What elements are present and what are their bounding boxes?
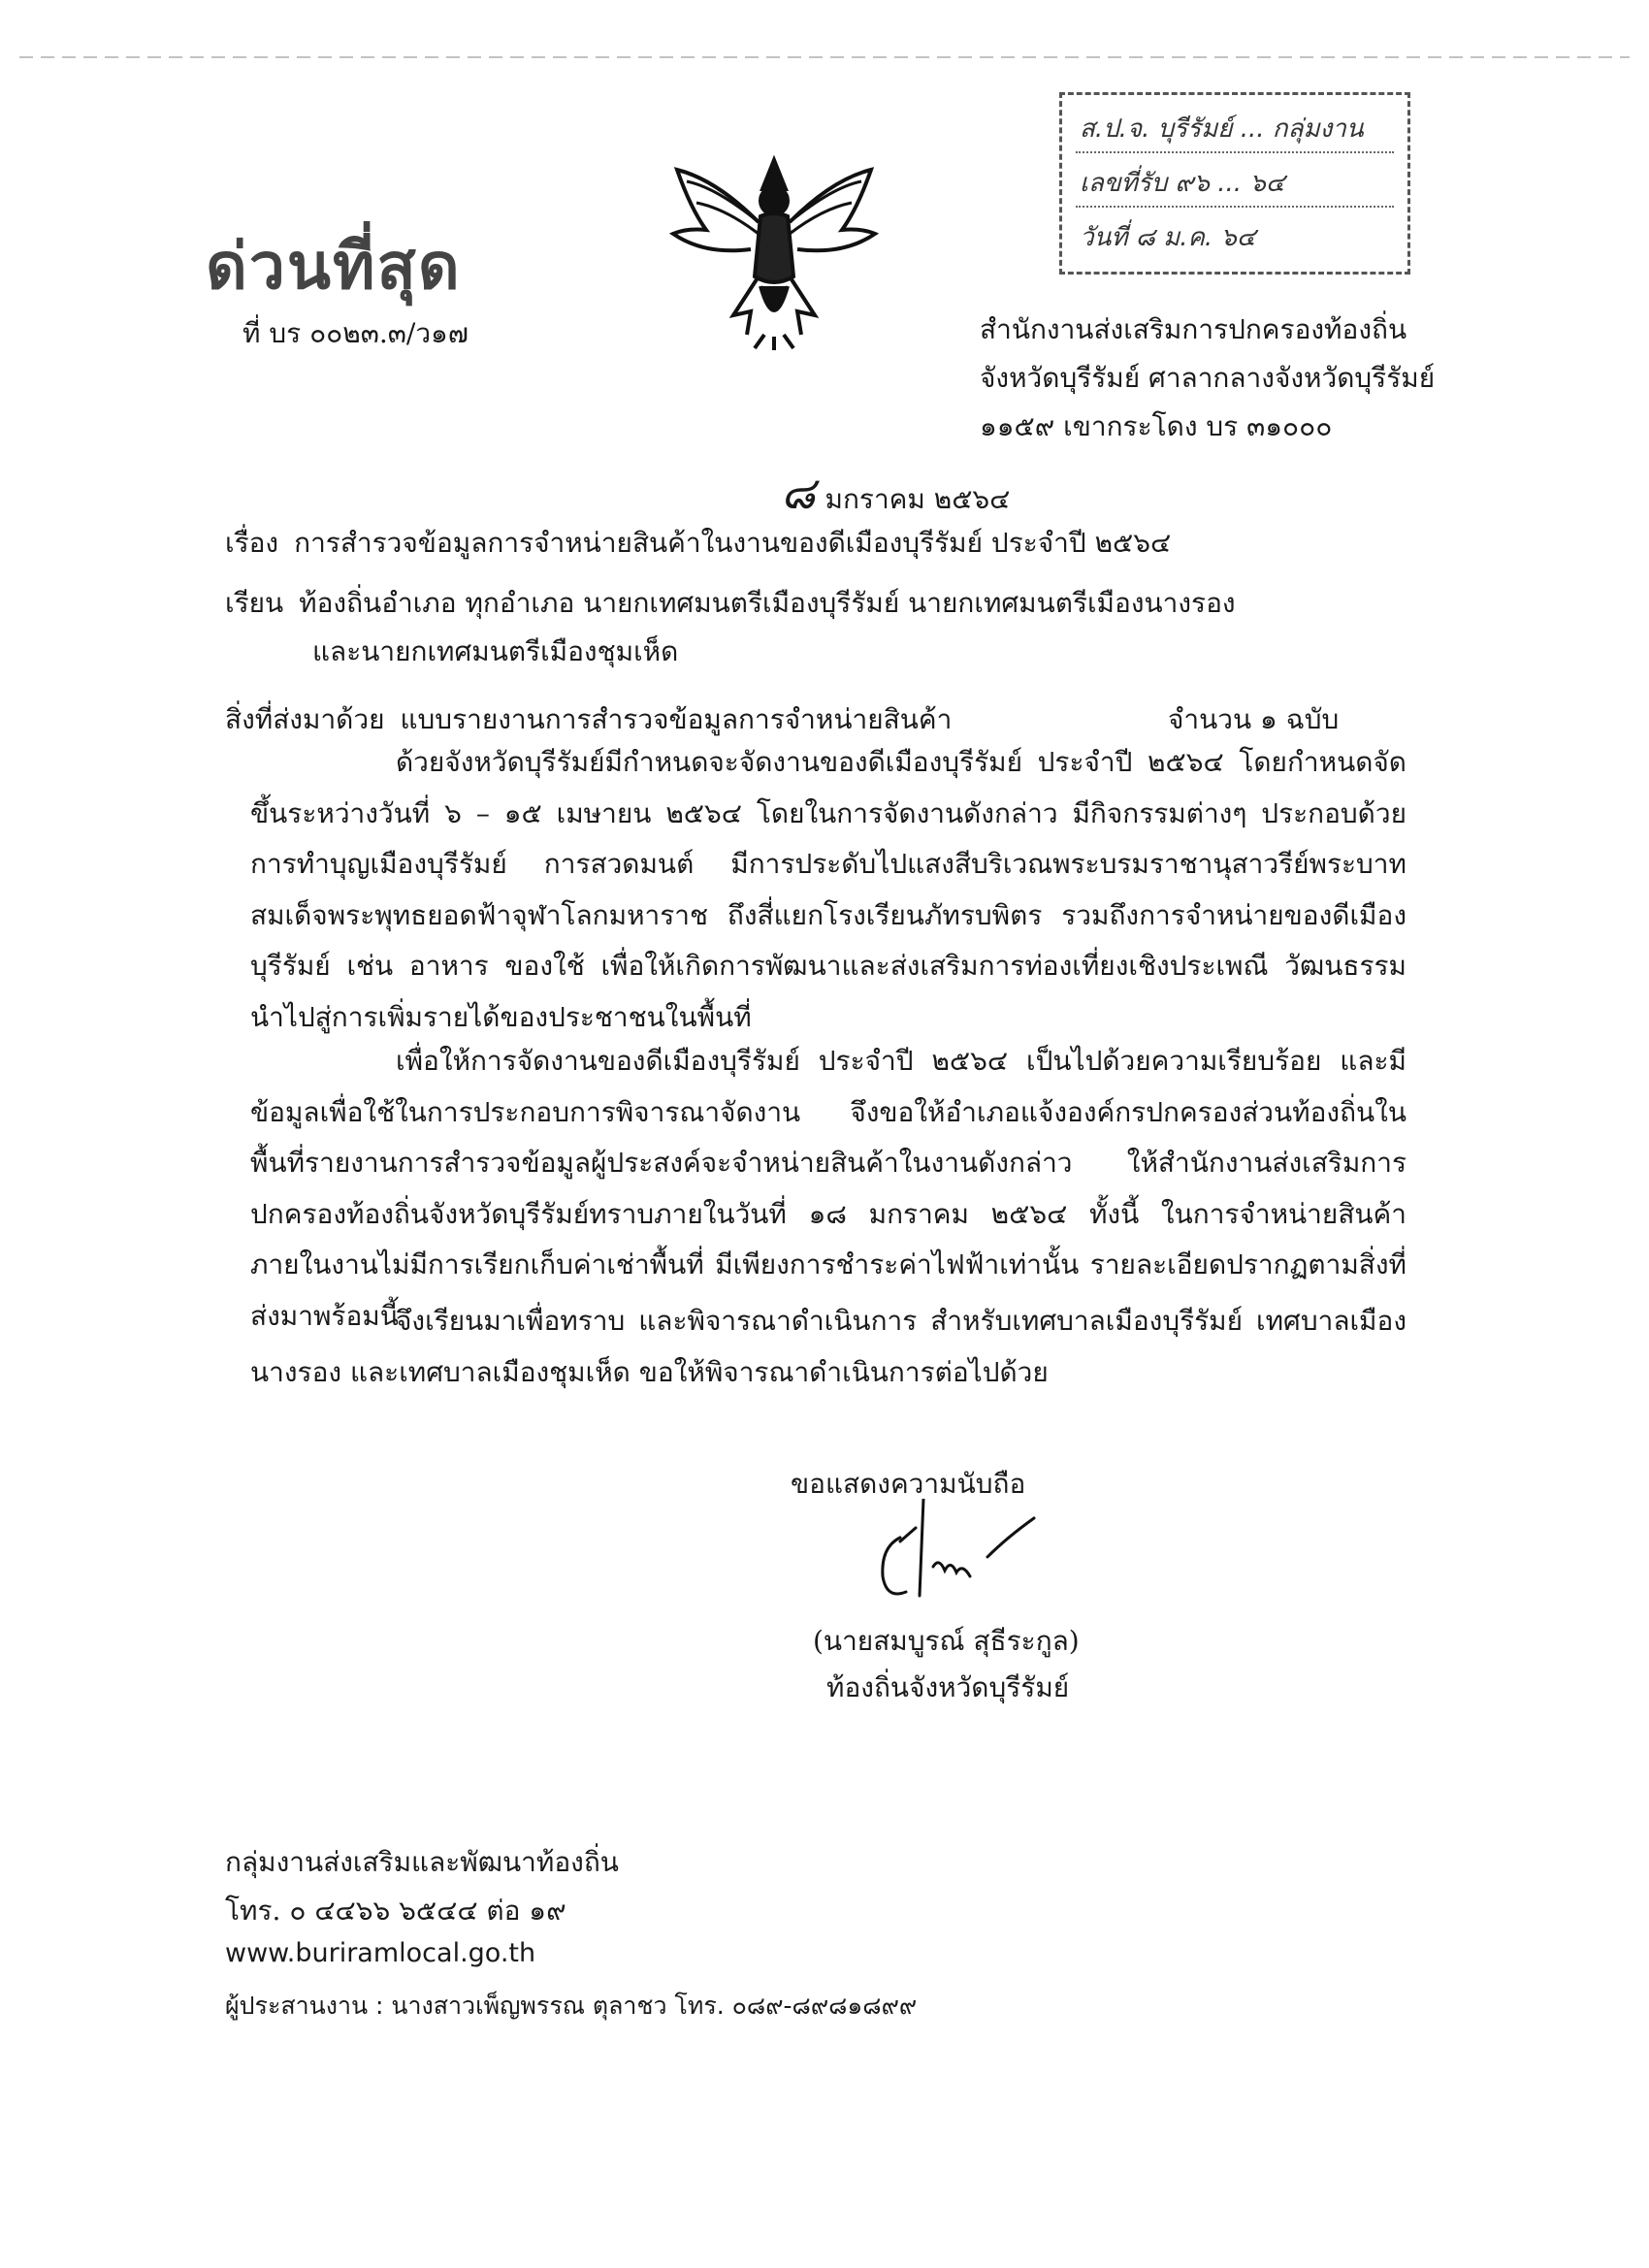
- recipient-text-2: และนายกเทศมนตรีเมืองชุมเห็ด: [312, 635, 679, 667]
- signature-closing: ขอแสดงความนับถือ: [791, 1468, 1026, 1500]
- garuda-emblem-icon: [658, 141, 890, 354]
- document-date: [781, 458, 1010, 529]
- body-paragraph-1: ด้วยจังหวัดบุรีรัมย์มีกำหนดจะจัดงานของดีเมืองบุรีรัมย์ ประจำปี ๒๕๖๔ โดยกำหนดจัดขึ้นระหว่างวันที่ ๖ – ๑๕ เมษายน ๒๕๖๔ โดยในการจัดงานดังกล่าว มีกิจกรรมต่างๆ ประกอบด้วย การทำบุญเมืองบุรีรัมย์ การสวดมนต์ มีการประดับไปแสงสีบริเวณพระบรมราชานุสาวรีย์พระบาทสมเด็จพระพุทธยอดฟ้าจุฬาโลกมหาราช ถึงสี่แยกโรงเรียนภัทรบพิตร รวมถึงการจำหน่ายของดีเมืองบุรีรัมย์ เช่น อาหาร ของใช้ เพื่อให้เกิดการพัฒนาและส่งเสริมการท่องเที่ยงเชิงประเพณี วัฒนธรรม นำไปสู่การเพิ่มรายได้ของประชาชนในพื้นที่: [250, 746, 1406, 1033]
- scan-top-edge-line: [19, 56, 1630, 58]
- body-paragraph-2: เพื่อให้การจัดงานของดีเมืองบุรีรัมย์ ประจำปี ๒๕๖๔ เป็นไปด้วยความเรียบร้อย และมีข้อมูลเพื่อใช้ในการประกอบการพิจารณาจัดงาน จึงขอให้อำเภอแจ้งองค์กรปกครองส่วนท้องถิ่นในพื้นที่รายงานการสำรวจข้อมูลผู้ประสงค์จะจำหน่ายสินค้าในงานดังกล่าว ให้สำนักงานส่งเสริมการปกครองท้องถิ่นจังหวัดบุรีรัมย์ทราบภายในวันที่ ๑๘ มกราคม ๒๕๖๔ ทั้งนี้ ในการจำหน่ายสินค้าภายในงานไม่มีการเรียกเก็บค่าเช่าพื้นที่ มีเพียงการชำระค่าไฟฟ้าเท่านั้น รายละเอียดปรากฏตามสิ่งที่ส่งมาพร้อมนี้: [250, 1045, 1406, 1332]
- enclosure-line: [225, 698, 952, 741]
- signatory-name: (นายสมบูรณ์ สุธีระกูล): [813, 1625, 1080, 1657]
- signatory-title: ท้องถิ่นจังหวัดบุรีรัมย์: [826, 1671, 1070, 1703]
- agency-line-1: สำนักงานส่งเสริมการปกครองท้องถิ่น: [980, 313, 1407, 345]
- enclosure-label: สิ่งที่ส่งมาด้วย: [225, 703, 385, 735]
- footer-department: กลุ่มงานส่งเสริมและพัฒนาท้องถิ่น: [225, 1846, 619, 1878]
- recipient-line: [225, 582, 1236, 625]
- agency-line-3: ๑๑๕๙ เขากระโดง บร ๓๑๐๐๐: [980, 410, 1333, 442]
- enclosure-text: แบบรายงานการสำรวจข้อมูลการจำหน่ายสินค้า: [400, 703, 953, 735]
- subject-text: การสำรวจข้อมูลการจำหน่ายสินค้าในงานของดีเมืองบุรีรัมย์ ประจำปี ๒๕๖๔: [294, 527, 1172, 559]
- receipt-stamp: [1059, 92, 1410, 275]
- body-paragraph-3: จึงเรียนมาเพื่อทราบ และพิจารณาดำเนินการ สำหรับเทศบาลเมืองบุรีรัมย์ เทศบาลเมืองนางรอง และเทศบาลเมืองชุมเห็ด ขอให้พิจารณาดำเนินการต่อไปด้วย: [250, 1305, 1406, 1388]
- stamp-rule: [1076, 151, 1394, 153]
- subject-label: เรื่อง: [225, 527, 279, 559]
- stamp-rule: [1076, 206, 1394, 208]
- stamp-line-1: ส.ป.จ. บุรีรัมย์ ... กลุ่มงาน: [1080, 114, 1364, 144]
- stamp-line-3: วันที่ ๘ ม.ค. ๖๔: [1080, 223, 1256, 252]
- footer-website: www.buriramlocal.go.th: [225, 1938, 536, 1968]
- footer-coordinator: ผู้ประสานงาน : นางสาวเพ็ญพรรณ ตุลาชว โทร. ๐๘๙-๘๙๘๑๘๙๙: [225, 1992, 918, 2020]
- agency-line-2: จังหวัดบุรีรัมย์ ศาลากลางจังหวัดบุรีรัมย์: [980, 362, 1436, 394]
- recipient-label: เรียน: [225, 587, 284, 619]
- date-day: ๘: [781, 467, 816, 519]
- enclosure-quantity: จำนวน ๑ ฉบับ: [1168, 703, 1340, 735]
- recipient-text-1: ท้องถิ่นอำเภอ ทุกอำเภอ นายกเทศมนตรีเมืองบุรีรัมย์ นายกเทศมนตรีเมืองนางรอง: [299, 587, 1236, 619]
- handwritten-signature: [861, 1499, 1055, 1605]
- document-number: ที่ บร ๐๐๒๓.๓/ว๑๗: [242, 317, 469, 349]
- footer-phone: โทร. ๐ ๔๔๖๖ ๖๕๔๔ ต่อ ๑๙: [225, 1895, 566, 1927]
- subject-line: [225, 522, 1171, 565]
- date-month-year: มกราคม ๒๕๖๔: [824, 483, 1011, 515]
- urgency-stamp: ด่วนที่สุด: [206, 229, 462, 304]
- stamp-line-2: เลขที่รับ ๙๖ ... ๖๔: [1080, 169, 1285, 198]
